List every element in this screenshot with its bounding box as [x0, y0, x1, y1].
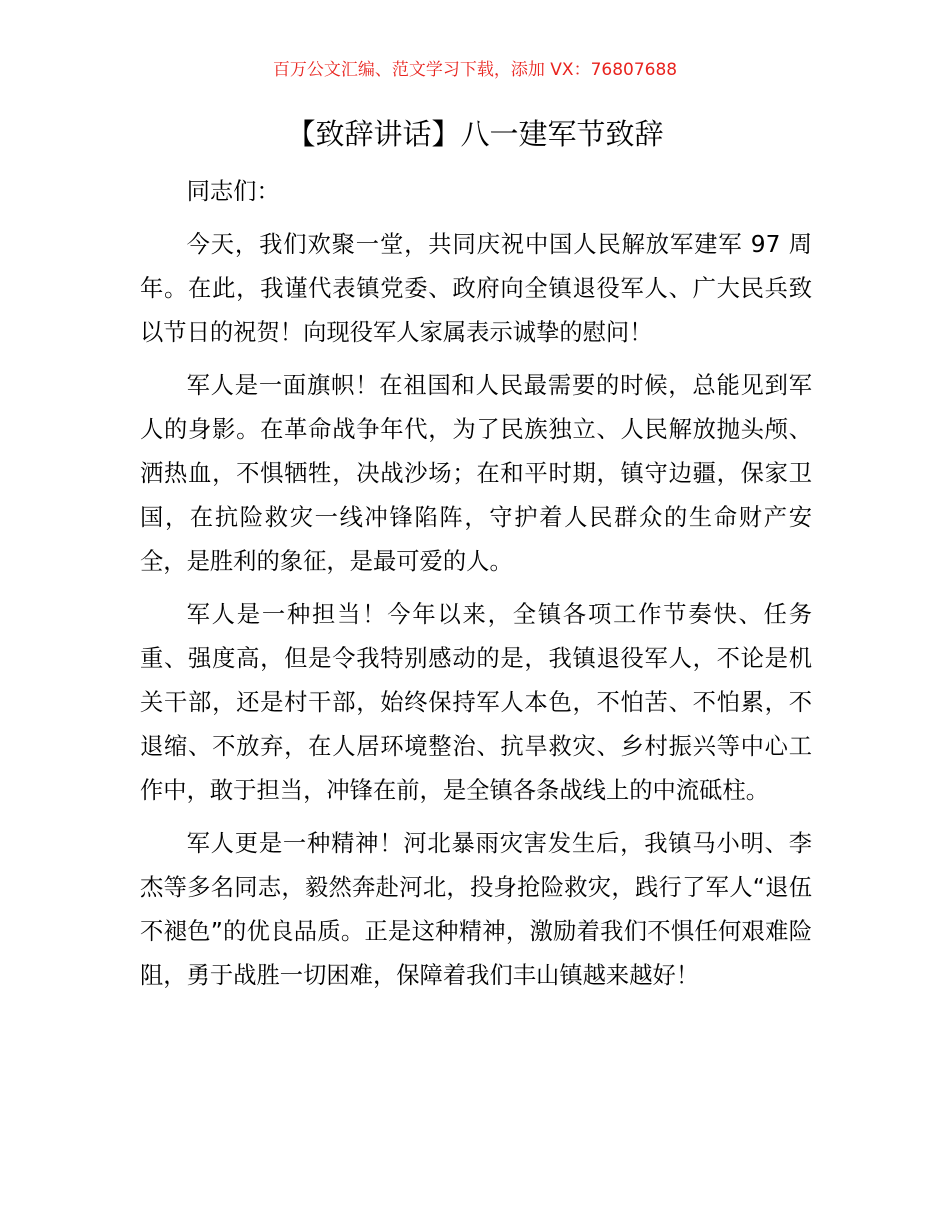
- paragraph-2: 军人是一面旗帜！在祖国和人民最需要的时候，总能见到军人的身影。在革命战争年代，为了民族独立、人民解放抛头颅、洒热血，不惧牺牲，决战沙场；在和平时期，镇守边疆，保家卫国，在抗险救灾一线冲锋陷阵，守护着人民群众的生命财产安全，是胜利的象征，是最可爱的人。: [140, 372, 812, 575]
- promo-banner: 百万公文汇编、范文学习下载，添加 VX：76807688: [272, 60, 678, 80]
- salutation: 同志们：: [186, 178, 280, 205]
- paragraph-3: 军人是一种担当！今年以来，全镇各项工作节奏快、任务重、强度高，但是令我特别感动的是，我镇退役军人，不论是机关干部，还是村干部，始终保持军人本色，不怕苦、不怕累，不退缩、不放弃，在人居环境整治、抗旱救灾、乡村振兴等中心工作中，敢于担当，冲锋在前，是全镇各条战线上的中流砥柱。: [140, 601, 812, 804]
- document-body: [140, 170, 812, 1007]
- document-title: 【致辞讲话】八一建军节致辞: [286, 117, 664, 151]
- paragraph-1: 今天，我们欢聚一堂，共同庆祝中国人民解放军建军 97 周年。在此，我谨代表镇党委、政府向全镇退役军人、广大民兵致以节日的祝贺！向现役军人家属表示诚挚的慰问！: [140, 231, 812, 346]
- paragraph-4: 军人更是一种精神！河北暴雨灾害发生后，我镇马小明、李杰等多名同志，毅然奔赴河北，投身抢险救灾，践行了军人“退伍不褪色”的优良品质。正是这种精神，激励着我们不惧任何艰难险阻，勇于战胜一切困难，保障着我们丰山镇越来越好！: [140, 830, 812, 989]
